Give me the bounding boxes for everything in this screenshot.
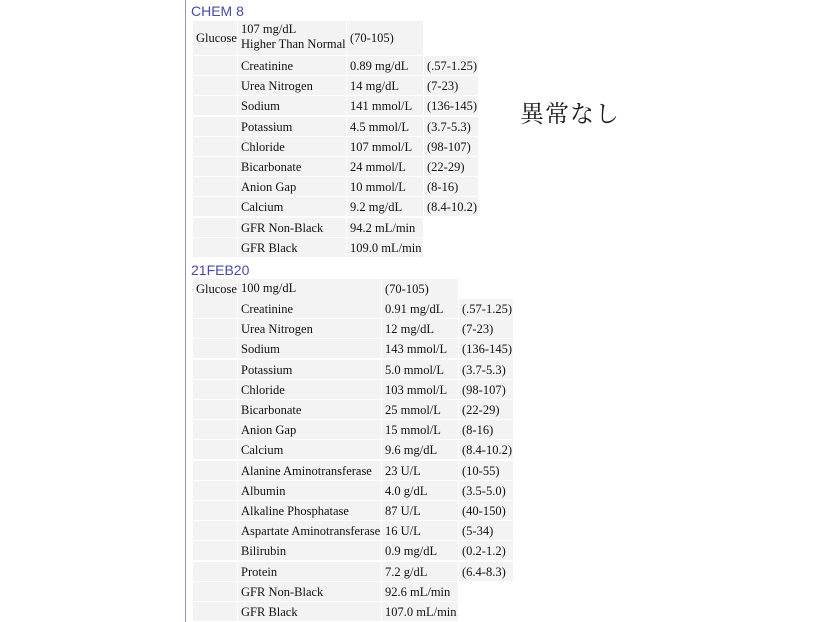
row-leading-cell: [193, 420, 237, 439]
test-value: 0.91 mg/dL: [382, 299, 458, 318]
test-range: (136-145): [424, 96, 478, 115]
test-name: Sodium: [238, 96, 346, 115]
test-range: (8.4-10.2): [459, 440, 513, 459]
test-name: Sodium: [238, 339, 381, 358]
test-name: Chloride: [238, 380, 381, 399]
row-leading-cell: [193, 582, 237, 601]
row-leading-cell: [193, 117, 237, 136]
test-name: Alanine Aminotransferase: [238, 461, 381, 480]
test-range: (8-16): [424, 177, 478, 196]
test-range: (3.7-5.3): [424, 117, 478, 136]
test-name: Potassium: [238, 360, 381, 379]
test-value: 10 mmol/L: [347, 177, 423, 196]
test-range: (5-34): [459, 521, 513, 540]
test-name: Alkaline Phosphatase: [238, 501, 381, 520]
test-value: 107 mmol/L: [347, 137, 423, 156]
test-value: 107.0 mL/min: [382, 602, 458, 621]
test-name: Urea Nitrogen: [238, 76, 346, 95]
row-leading-cell: [193, 157, 237, 176]
test-range: (6.4-8.3): [459, 562, 513, 581]
test-value: 9.6 mg/dL: [382, 440, 458, 459]
glucose-range: (70-105): [382, 279, 458, 299]
test-value: 0.89 mg/dL: [347, 56, 423, 75]
row-leading-cell: [193, 481, 237, 500]
test-name: GFR Black: [238, 238, 346, 257]
glucose-flag: Higher Than Normal: [241, 37, 346, 51]
test-name: Bicarbonate: [238, 400, 381, 419]
test-name: GFR Black: [238, 602, 381, 621]
row-leading-cell: [193, 218, 237, 237]
test-name: Bicarbonate: [238, 157, 346, 176]
test-range: (98-107): [459, 380, 513, 399]
test-name: Bilirubin: [238, 541, 381, 560]
row-leading-cell: [193, 541, 237, 560]
left-border-rule: [185, 0, 186, 622]
test-range: (40-150): [459, 501, 513, 520]
row-leading-cell: [193, 562, 237, 581]
row-leading-cell: [193, 76, 237, 95]
row-leading-cell: [193, 299, 237, 318]
test-value: 0.9 mg/dL: [382, 541, 458, 560]
test-range: (7-23): [459, 319, 513, 338]
row-leading-cell: [193, 137, 237, 156]
test-value: 103 mmol/L: [382, 380, 458, 399]
test-range: (98-107): [424, 137, 478, 156]
test-name: Urea Nitrogen: [238, 319, 381, 338]
glucose-label: Glucose: [193, 279, 237, 299]
test-range: (3.7-5.3): [459, 360, 513, 379]
handwritten-note: 異常なし: [520, 100, 620, 128]
test-value: 23 U/L: [382, 461, 458, 480]
row-leading-cell: [193, 319, 237, 338]
test-value: 87 U/L: [382, 501, 458, 520]
test-name: Creatinine: [238, 299, 381, 318]
row-leading-cell: [193, 56, 237, 75]
test-name: Anion Gap: [238, 177, 346, 196]
test-name: Anion Gap: [238, 420, 381, 439]
test-range: (22-29): [459, 400, 513, 419]
test-range: (.57-1.25): [424, 56, 478, 75]
test-value: 94.2 mL/min: [347, 218, 423, 237]
row-leading-cell: [193, 96, 237, 115]
test-name: Aspartate Aminotransferase: [238, 521, 381, 540]
glucose-value-text: 107 mg/dL: [241, 22, 297, 36]
test-value: 143 mmol/L: [382, 339, 458, 358]
test-range: (22-29): [424, 157, 478, 176]
test-name: Protein: [238, 562, 381, 581]
test-range: (8-16): [459, 420, 513, 439]
glucose-value: [238, 21, 346, 55]
row-leading-cell: [193, 440, 237, 459]
test-value: 25 mmol/L: [382, 400, 458, 419]
test-range: (0.2-1.2): [459, 541, 513, 560]
test-name: Calcium: [238, 197, 346, 216]
test-name: Calcium: [238, 440, 381, 459]
test-range: (8.4-10.2): [424, 197, 478, 216]
row-leading-cell: [193, 461, 237, 480]
test-range: (.57-1.25): [459, 299, 513, 318]
test-value: 7.2 g/dL: [382, 562, 458, 581]
test-name: Creatinine: [238, 56, 346, 75]
row-leading-cell: [193, 400, 237, 419]
test-name: Chloride: [238, 137, 346, 156]
test-range: (7-23): [424, 76, 478, 95]
section-title-chem8: CHEM 8: [191, 3, 244, 19]
test-value: 24 mmol/L: [347, 157, 423, 176]
row-leading-cell: [193, 380, 237, 399]
row-leading-cell: [193, 177, 237, 196]
row-leading-cell: [193, 339, 237, 358]
glucose-range: (70-105): [347, 21, 423, 55]
glucose-value: [238, 279, 381, 299]
test-value: 4.0 g/dL: [382, 481, 458, 500]
row-leading-cell: [193, 521, 237, 540]
test-name: Albumin: [238, 481, 381, 500]
section-title-date: 21FEB20: [191, 262, 250, 278]
test-range: (136-145): [459, 339, 513, 358]
test-value: 15 mmol/L: [382, 420, 458, 439]
glucose-label: Glucose: [193, 21, 237, 55]
test-value: 92.6 mL/min: [382, 582, 458, 601]
test-value: 16 U/L: [382, 521, 458, 540]
test-name: Potassium: [238, 117, 346, 136]
row-leading-cell: [193, 602, 237, 621]
test-range: (10-55): [459, 461, 513, 480]
row-leading-cell: [193, 360, 237, 379]
row-leading-cell: [193, 238, 237, 257]
test-range: (3.5-5.0): [459, 481, 513, 500]
test-value: 5.0 mmol/L: [382, 360, 458, 379]
test-value: 9.2 mg/dL: [347, 197, 423, 216]
test-value: 109.0 mL/min: [347, 238, 423, 257]
test-name: GFR Non-Black: [238, 218, 346, 237]
test-value: 141 mmol/L: [347, 96, 423, 115]
row-leading-cell: [193, 501, 237, 520]
test-name: GFR Non-Black: [238, 582, 381, 601]
test-value: 14 mg/dL: [347, 76, 423, 95]
row-leading-cell: [193, 197, 237, 216]
test-value: 4.5 mmol/L: [347, 117, 423, 136]
glucose-value-text: 100 mg/dL: [241, 281, 297, 295]
test-value: 12 mg/dL: [382, 319, 458, 338]
